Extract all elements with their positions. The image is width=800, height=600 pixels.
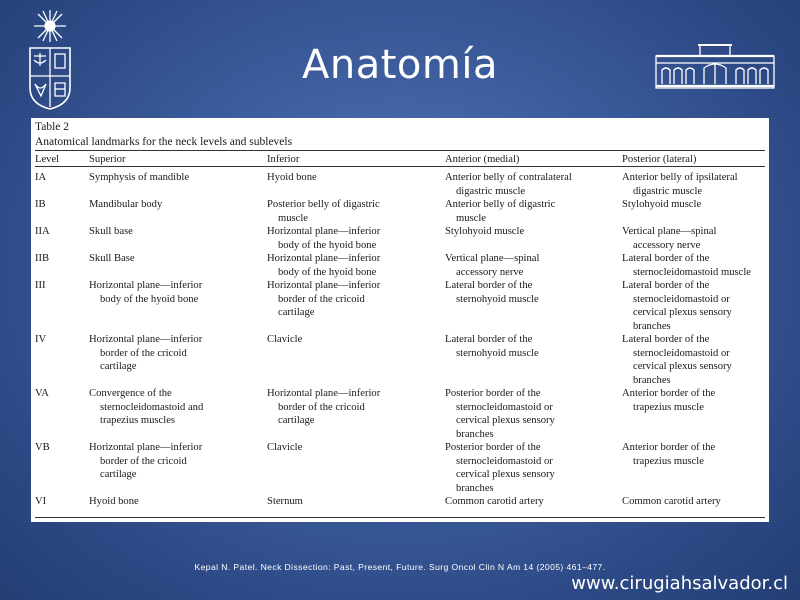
cell-anterior xyxy=(445,252,539,279)
cell-line: Symphysis of mandible xyxy=(89,172,190,183)
cell-line: Anterior belly of digastric xyxy=(445,199,556,210)
cell-line: Sternum xyxy=(267,496,303,507)
cell-line: body of the hyoid bone xyxy=(278,266,377,278)
cell-line: branches xyxy=(456,482,494,494)
cell-line: border of the cricoid xyxy=(100,455,187,467)
cell-line: Common carotid artery xyxy=(622,496,721,507)
cell-line: sternocleidomastoid or xyxy=(633,293,730,305)
cell-posterior xyxy=(622,279,732,333)
cell-line: Lateral border of the xyxy=(622,280,710,291)
cell-line: sternocleidomastoid or xyxy=(456,455,553,467)
cell-line: Horizontal plane—inferior xyxy=(89,442,203,453)
cell-inferior xyxy=(267,333,302,347)
table-bottom-rule xyxy=(35,517,765,518)
cell-line: branches xyxy=(633,320,671,332)
cell-superior xyxy=(89,279,202,306)
cell-posterior xyxy=(622,252,751,279)
cell-level: IA xyxy=(35,172,47,183)
cell-line: Lateral border of the xyxy=(622,334,710,345)
cell-posterior xyxy=(622,441,715,468)
citation-text: Kepal N. Patel. Neck Dissection: Past, Present, Future. Surg Oncol Clin N Am 14 (2005) 461–477. xyxy=(194,562,606,572)
cell-line: cervical plexus sensory xyxy=(456,415,555,426)
cell-line: digastric muscle xyxy=(633,185,703,197)
cell-inferior xyxy=(267,495,303,509)
cell-line: Horizontal plane—inferior xyxy=(89,280,203,291)
cell-posterior xyxy=(622,387,715,414)
cell-line: sternohyoid muscle xyxy=(456,293,539,305)
cell-level: IIB xyxy=(35,253,50,264)
cell-posterior xyxy=(622,198,701,212)
cell-line: cartilage xyxy=(278,415,315,426)
cell-line: cartilage xyxy=(100,361,137,372)
cell-line: digastric muscle xyxy=(456,185,526,197)
cell-line: Stylohyoid muscle xyxy=(445,226,525,237)
landmarks-table xyxy=(31,118,769,522)
cell-inferior xyxy=(267,171,317,185)
header-top-rule xyxy=(35,150,765,151)
cell-line: Lateral border of the xyxy=(622,253,710,264)
cell-posterior xyxy=(622,225,716,252)
cell-line: border of the cricoid xyxy=(100,347,187,359)
cell-line: sternocleidomastoid or xyxy=(456,401,553,413)
cell-superior xyxy=(89,495,139,509)
cell-anterior xyxy=(445,387,555,441)
cell-inferior xyxy=(267,279,380,320)
cell-line: Posterior border of the xyxy=(445,388,541,399)
website-url[interactable]: www.cirugiahsalvador.cl xyxy=(571,573,788,594)
header-inferior: Inferior xyxy=(267,154,300,165)
cell-line: sternocleidomastoid muscle xyxy=(633,266,751,278)
header-posterior: Posterior (lateral) xyxy=(622,154,697,165)
cell-line: Posterior border of the xyxy=(445,442,541,453)
cell-superior xyxy=(89,198,162,212)
cell-line: Vertical plane—spinal xyxy=(622,226,717,237)
cell-superior xyxy=(89,171,189,185)
cell-level: VB xyxy=(35,442,50,453)
cell-line: Horizontal plane—inferior xyxy=(267,226,381,237)
cell-line: Common carotid artery xyxy=(445,496,544,507)
cell-superior xyxy=(89,441,202,482)
cell-line: body of the hyoid bone xyxy=(100,293,199,305)
cell-inferior xyxy=(267,441,302,455)
cell-line: cervical plexus sensory xyxy=(456,469,555,480)
cell-line: Hyoid bone xyxy=(267,172,317,183)
cell-line: Stylohyoid muscle xyxy=(622,199,702,210)
cell-line: Skull Base xyxy=(89,253,135,264)
cell-line: cervical plexus sensory xyxy=(633,307,732,318)
cell-line: body of the hyoid bone xyxy=(278,239,377,251)
cell-line: cartilage xyxy=(278,307,315,318)
cell-anterior xyxy=(445,333,539,360)
cell-posterior xyxy=(622,171,738,198)
cell-line: Posterior belly of digastric xyxy=(267,199,380,210)
cell-anterior xyxy=(445,495,544,509)
cell-inferior xyxy=(267,252,380,279)
header-level: Level xyxy=(35,154,60,165)
cell-level: III xyxy=(35,280,46,291)
cell-line: Clavicle xyxy=(267,334,303,345)
cell-line: sternocleidomastoid or xyxy=(633,347,730,359)
cell-posterior xyxy=(622,333,732,387)
cell-line: muscle xyxy=(278,212,309,224)
cell-line: Horizontal plane—inferior xyxy=(267,280,381,291)
cell-level: IV xyxy=(35,334,47,345)
cell-line: Hyoid bone xyxy=(89,496,139,507)
table-number: Table 2 xyxy=(35,121,70,133)
cell-line: Horizontal plane—inferior xyxy=(89,334,203,345)
cell-line: Lateral border of the xyxy=(445,280,533,291)
cell-line: Mandibular body xyxy=(89,199,163,210)
cell-line: border of the cricoid xyxy=(278,293,365,305)
cell-inferior xyxy=(267,387,380,428)
cell-line: Anterior border of the xyxy=(622,442,716,453)
cell-anterior xyxy=(445,225,524,239)
cell-line: Clavicle xyxy=(267,442,303,453)
cell-anterior xyxy=(445,441,555,495)
cell-line: Horizontal plane—inferior xyxy=(267,388,381,399)
cell-line: Vertical plane—spinal xyxy=(445,253,540,264)
cell-line: sternocleidomastoid and xyxy=(100,401,204,413)
cell-superior xyxy=(89,333,202,374)
cell-line: accessory nerve xyxy=(633,239,701,251)
cell-level: VA xyxy=(35,388,49,399)
header-superior: Superior xyxy=(89,154,126,165)
cell-superior xyxy=(89,252,135,266)
cell-line: Skull base xyxy=(89,226,133,237)
cell-line: trapezius muscle xyxy=(633,401,704,413)
cell-line: branches xyxy=(633,374,671,386)
cell-anterior xyxy=(445,198,555,225)
cell-line: Anterior border of the xyxy=(622,388,716,399)
cell-inferior xyxy=(267,198,380,225)
cell-line: trapezius muscle xyxy=(633,455,704,467)
cell-anterior xyxy=(445,171,572,198)
cell-line: cartilage xyxy=(100,469,137,480)
cell-inferior xyxy=(267,225,380,252)
cell-line: cervical plexus sensory xyxy=(633,361,732,372)
cell-anterior xyxy=(445,279,539,306)
cell-line: Anterior belly of ipsilateral xyxy=(622,172,738,183)
cell-line: Lateral border of the xyxy=(445,334,533,345)
cell-line: muscle xyxy=(456,212,487,224)
cell-line: Horizontal plane—inferior xyxy=(267,253,381,264)
table-caption xyxy=(35,120,292,150)
cell-level: IB xyxy=(35,199,46,210)
slide-title: Anatomía xyxy=(302,42,498,88)
cell-line: Convergence of the xyxy=(89,388,172,399)
cell-posterior xyxy=(622,495,721,509)
cell-line: border of the cricoid xyxy=(278,401,365,413)
cell-level: IIA xyxy=(35,226,50,237)
cell-line: sternohyoid muscle xyxy=(456,347,539,359)
cell-line: branches xyxy=(456,428,494,440)
cell-superior xyxy=(89,225,133,239)
header-anterior: Anterior (medial) xyxy=(445,154,520,165)
cell-line: trapezius muscles xyxy=(100,415,176,426)
cell-line: Anterior belly of contralateral xyxy=(445,172,572,183)
cell-level: VI xyxy=(35,496,47,507)
table-title: Anatomical landmarks for the neck levels and sublevels xyxy=(35,136,293,148)
cell-superior xyxy=(89,387,203,428)
cell-line: accessory nerve xyxy=(456,266,524,278)
